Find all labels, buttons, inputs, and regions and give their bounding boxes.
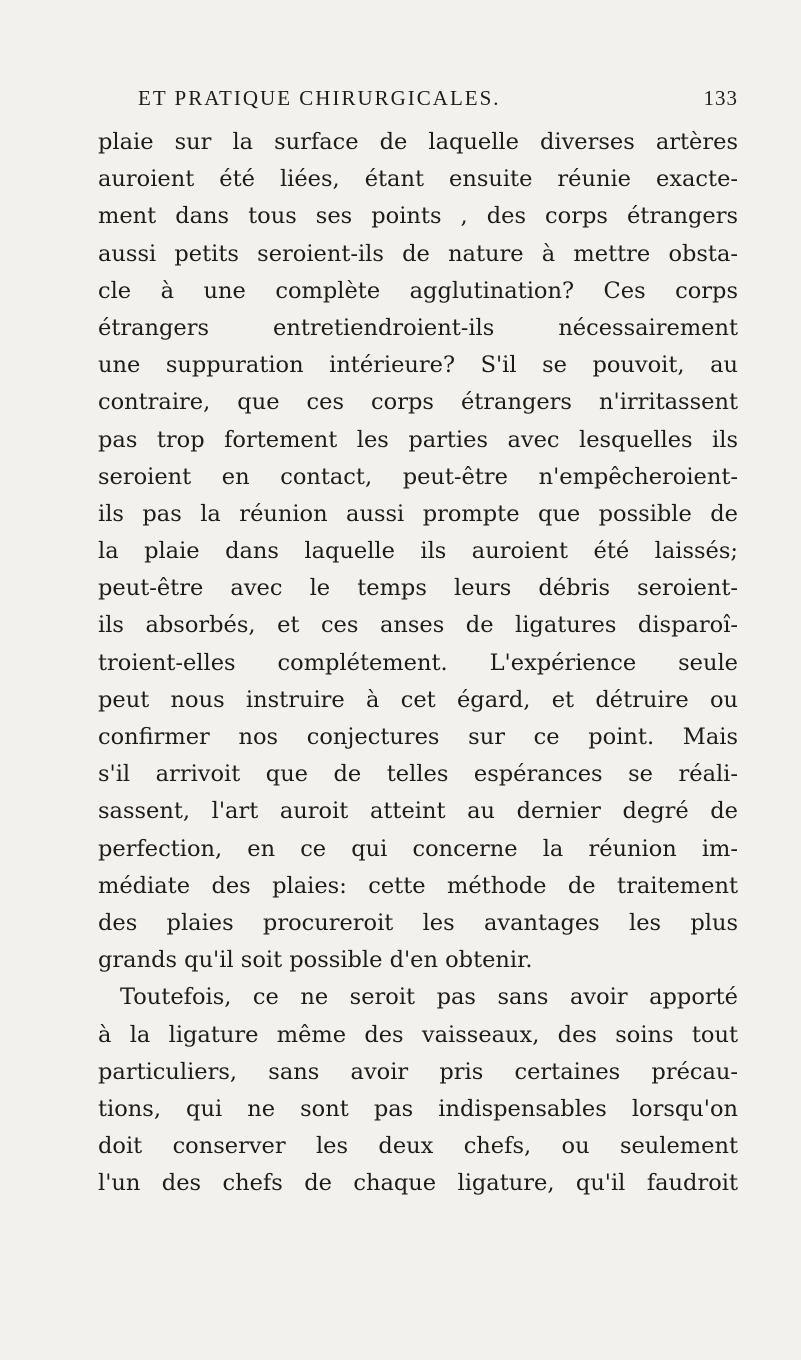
text-line: Toutefois, ce ne seroit pas sans avoir apporté (120, 984, 738, 1011)
text-line: troient-elles complétement. L'expérience seule (98, 649, 738, 676)
text-line: tions, qui ne sont pas indispensables lorsqu'on (98, 1095, 738, 1122)
page-number: 133 (703, 86, 738, 110)
text-line: à la ligature même des vaisseaux, des soins tout (98, 1021, 738, 1048)
paragraph-2 (98, 979, 738, 1202)
paragraph-1 (98, 124, 738, 979)
running-head (138, 86, 738, 111)
text-line: une suppuration intérieure? S'il se pouvoit, au (98, 352, 738, 379)
text-line: auroient été liées, étant ensuite réunie exacte- (98, 166, 738, 193)
running-title: ET PRATIQUE CHIRURGICALES. (138, 86, 501, 110)
text-line: aussi petits seroient-ils de nature à mettre obsta- (98, 240, 738, 267)
text-line: médiate des plaies: cette méthode de traitement (98, 872, 738, 899)
text-line: s'il arrivoit que de telles espérances se réali- (98, 761, 738, 788)
text-line: des plaies procureroit les avantages les plus (98, 909, 738, 936)
text-line: cle à une complète agglutination? Ces corps (98, 277, 738, 304)
text-line: particuliers, sans avoir pris certaines précau- (98, 1058, 738, 1085)
text-line: ment dans tous ses points , des corps étrangers (98, 203, 738, 230)
text-line: contraire, que ces corps étrangers n'irritassent (98, 389, 738, 416)
text-line: sassent, l'art auroit atteint au dernier degré de (98, 798, 738, 825)
body-text (98, 124, 738, 1202)
text-line: la plaie dans laquelle ils auroient été laissés; (98, 538, 738, 565)
text-line: plaie sur la surface de laquelle diverses artères (98, 129, 738, 155)
text-line: seroient en contact, peut-être n'empêcheroient- (98, 463, 738, 490)
text-line: peut-être avec le temps leurs débris seroient- (98, 575, 738, 602)
text-line: étrangers entretiendroient-ils nécessairement (98, 314, 738, 341)
text-line: ils absorbés, et ces anses de ligatures disparoî- (98, 612, 738, 639)
text-line: confirmer nos conjectures sur ce point. Mais (98, 724, 738, 750)
text-line: peut nous instruire à cet égard, et détruire ou (98, 686, 738, 713)
text-line: ils pas la réunion aussi prompte que possible de (98, 500, 738, 527)
text-line: pas trop fortement les parties avec lesquelles ils (98, 426, 738, 453)
text-line: l'un des chefs de chaque ligature, qu'il faudroit (98, 1170, 738, 1197)
text-line: grands qu'il soit possible d'en obtenir. (98, 947, 533, 974)
text-line: perfection, en ce qui concerne la réunion im- (98, 835, 738, 862)
text-line: doit conserver les deux chefs, ou seulement (98, 1133, 738, 1160)
